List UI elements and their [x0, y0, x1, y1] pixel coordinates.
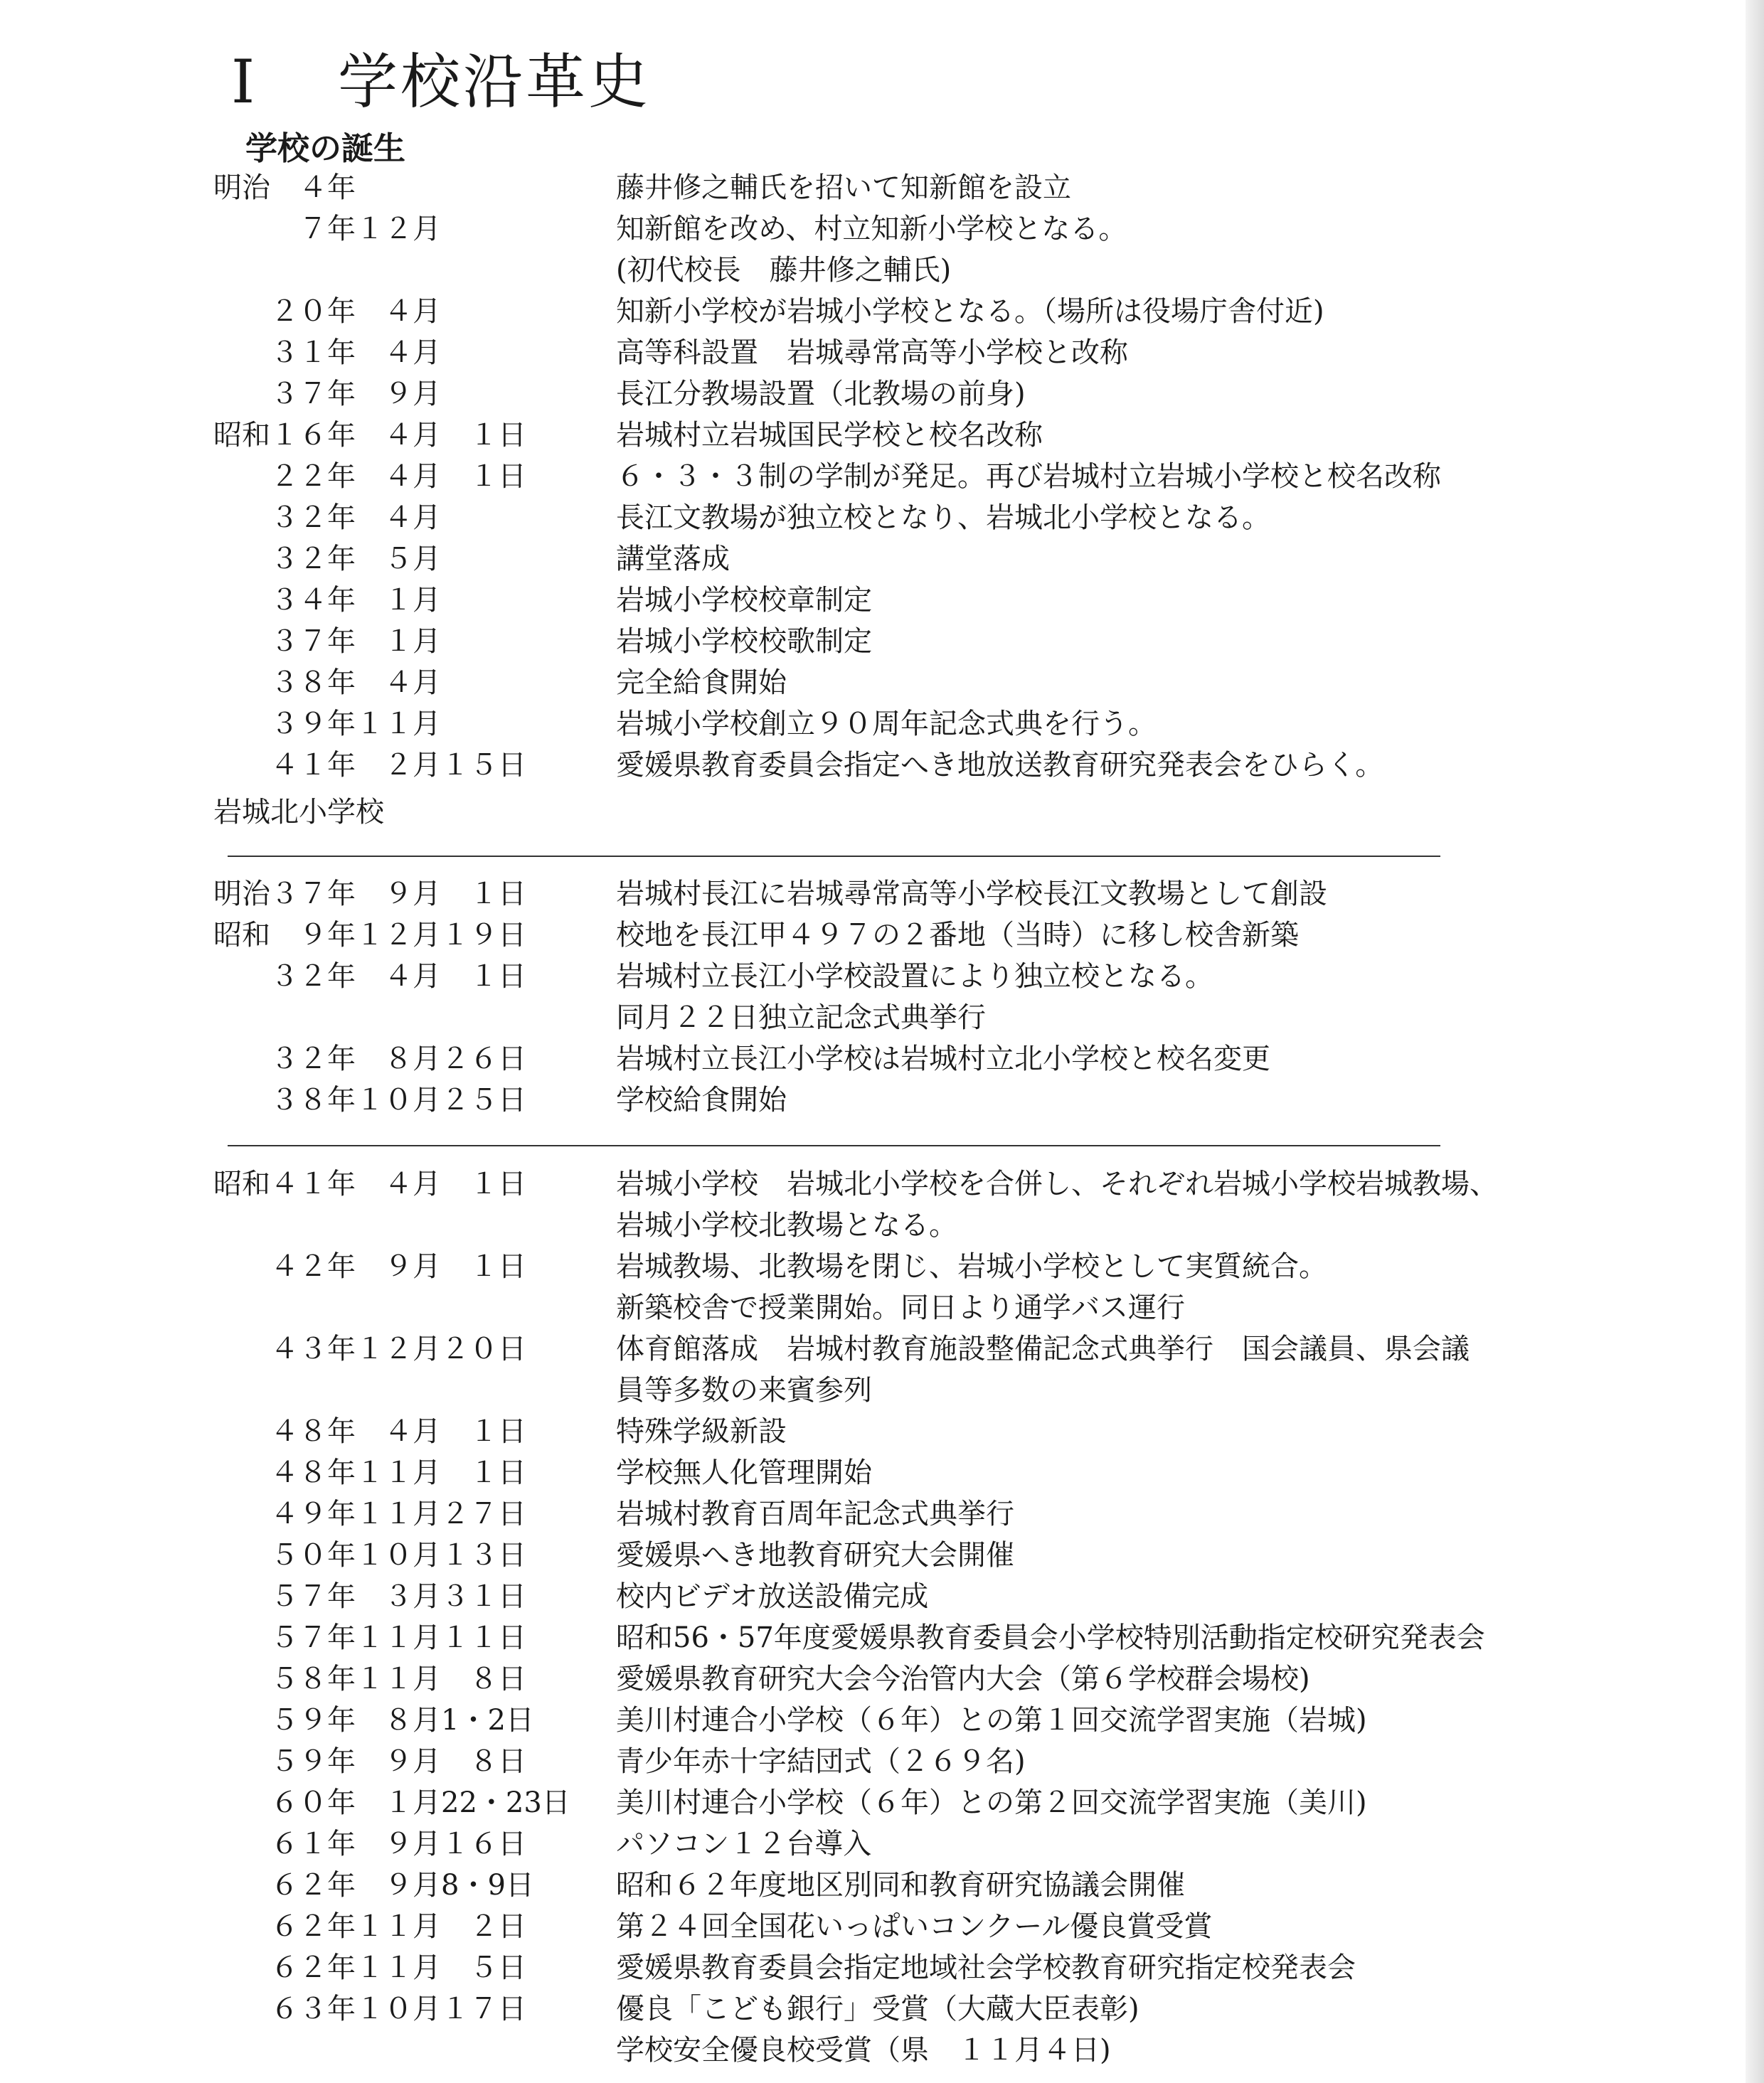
row-date: ６３年１０月１７日	[213, 1993, 526, 2025]
row-date: ３７年 １月	[213, 625, 441, 658]
timeline-row	[0, 1741, 1764, 1782]
timeline-row	[0, 373, 1764, 415]
row-date: ５７年 ３月３１日	[213, 1580, 526, 1613]
row-event: 校地を長江甲４９７の２番地（当時）に移し校舎新築	[616, 919, 1299, 952]
timeline-row	[0, 250, 1764, 291]
row-date: ２２年 ４月 １日	[213, 460, 526, 493]
timeline-row	[0, 456, 1764, 497]
timeline-row	[0, 621, 1764, 662]
row-date: 明治 ４年	[213, 171, 356, 204]
row-date: ４９年１１月２７日	[213, 1498, 526, 1530]
row-event: 長江文教場が独立校となり、岩城北小学校となる。	[616, 501, 1270, 534]
row-event: 岩城小学校校章制定	[616, 584, 872, 617]
row-date: ３２年 ５月	[213, 543, 441, 575]
row-event: 学校無人化管理開始	[616, 1456, 872, 1489]
row-date: ３８年１０月２５日	[213, 1084, 526, 1117]
timeline-row	[0, 1988, 1764, 2030]
timeline-row	[0, 1411, 1764, 1452]
row-event: 美川村連合小学校（６年）との第２回交流学習実施（美川)	[616, 1786, 1367, 1819]
timeline-row	[0, 745, 1764, 786]
row-date: ３２年 ４月	[213, 501, 441, 534]
row-event: 体育館落成 岩城村教育施設整備記念式典挙行 国会議員、県会議	[616, 1333, 1470, 1365]
row-date: ３９年１１月	[213, 708, 441, 740]
row-date: ３２年 ４月 １日	[213, 960, 526, 993]
row-date: ７年１２月	[213, 213, 441, 245]
row-date: ６０年 １月22・23日	[213, 1786, 570, 1819]
row-event: 愛媛県教育委員会指定地域社会学校教育研究指定校発表会	[616, 1951, 1356, 1984]
row-event: 岩城小学校北教場となる。	[616, 1209, 957, 1242]
timeline-row	[0, 1947, 1764, 1988]
chapter-title: 学校沿革史	[338, 47, 652, 117]
row-date: ２０年 ４月	[213, 295, 441, 328]
row-event: (初代校長 藤井修之輔氏)	[616, 254, 952, 287]
row-date: ３４年 １月	[213, 584, 441, 617]
row-date: ４３年１２月２０日	[213, 1333, 526, 1365]
timeline-row	[0, 1163, 1764, 1205]
row-event: 岩城村立長江小学校設置により独立校となる。	[616, 960, 1213, 993]
timeline-row	[0, 1080, 1764, 1121]
timeline-row	[0, 415, 1764, 456]
row-event: 美川村連合小学校（６年）との第１回交流学習実施（岩城)	[616, 1704, 1367, 1737]
row-event: パソコン１２台導入	[616, 1828, 872, 1860]
row-event: 講堂落成	[616, 543, 730, 575]
row-event: 長江分教場設置（北教場の前身)	[616, 378, 1026, 410]
row-date: 昭和 ９年１２月１９日	[213, 919, 526, 952]
row-event: ６・３・３制の学制が発足。再び岩城村立岩城小学校と校名改称	[616, 460, 1441, 493]
timeline-row	[0, 1246, 1764, 1287]
row-date: ６１年 ９月１６日	[213, 1828, 526, 1860]
timeline-row	[0, 538, 1764, 580]
row-date: ３７年 ９月	[213, 378, 441, 410]
row-event: 高等科設置 岩城尋常高等小学校と改称	[616, 336, 1128, 369]
timeline-row	[0, 1865, 1764, 1906]
timeline-row	[0, 997, 1764, 1038]
row-date: ５７年１１月１１日	[213, 1621, 526, 1654]
row-date: ３２年 ８月２６日	[213, 1043, 526, 1075]
timeline-row	[0, 1535, 1764, 1576]
row-event: 員等多数の来賓参列	[616, 1374, 872, 1407]
timeline-row	[0, 1370, 1764, 1411]
timeline-row	[0, 1205, 1764, 1246]
chapter-number: I	[231, 47, 258, 117]
row-date: ６２年１１月 ２日	[213, 1910, 526, 1943]
section-heading-birth: 学校の誕生	[245, 129, 406, 167]
timeline-row	[0, 703, 1764, 745]
row-date: ５８年１１月 ８日	[213, 1663, 526, 1695]
row-event: 愛媛県教育研究大会今治管内大会（第６学校群会場校)	[616, 1663, 1310, 1695]
timeline-row	[0, 662, 1764, 703]
page-title	[231, 34, 651, 120]
timeline-row	[0, 873, 1764, 915]
timeline-row	[0, 1782, 1764, 1823]
timeline-row	[0, 1823, 1764, 1865]
row-event: 藤井修之輔氏を招いて知新館を設立	[616, 171, 1071, 204]
row-event: 完全給食開始	[616, 666, 787, 699]
row-event: 岩城小学校創立９０周年記念式典を行う。	[616, 708, 1157, 740]
row-event: 岩城村立長江小学校は岩城村立北小学校と校名変更	[616, 1043, 1270, 1075]
timeline-row	[0, 332, 1764, 373]
row-date: ３１年 ４月	[213, 336, 441, 369]
divider-1	[228, 856, 1440, 857]
row-event: 愛媛県へき地教育研究大会開催	[616, 1539, 1014, 1572]
row-date: ５９年 ９月 ８日	[213, 1745, 526, 1778]
row-event: 昭和56・57年度愛媛県教育委員会小学校特別活動指定校研究発表会	[616, 1621, 1485, 1654]
row-event: 岩城小学校 岩城北小学校を合併し、それぞれ岩城小学校岩城教場、	[616, 1168, 1498, 1200]
row-date: ５９年 ８月1・2日	[213, 1704, 534, 1737]
row-event: 岩城村長江に岩城尋常高等小学校長江文教場として創設	[616, 878, 1327, 910]
timeline-row	[0, 291, 1764, 332]
section-heading-north-school: 岩城北小学校	[213, 796, 384, 829]
timeline-row	[0, 1038, 1764, 1080]
timeline-row	[0, 915, 1764, 956]
row-date: ４２年 ９月 １日	[213, 1250, 526, 1283]
row-event: 校内ビデオ放送設備完成	[616, 1580, 929, 1613]
row-date: ６２年１１月 ５日	[213, 1951, 526, 1984]
timeline-row	[0, 497, 1764, 538]
timeline-row	[0, 1493, 1764, 1535]
timeline-row	[0, 1328, 1764, 1370]
timeline-row	[0, 208, 1764, 250]
row-date: ４１年 ２月１５日	[213, 749, 526, 782]
timeline-row	[0, 1906, 1764, 1947]
row-event: 新築校舎で授業開始。同日より通学バス運行	[616, 1291, 1185, 1324]
timeline-row	[0, 956, 1764, 997]
row-event: 優良「こども銀行」受賞（大蔵大臣表彰)	[616, 1993, 1139, 2025]
row-date: 昭和１６年 ４月 １日	[213, 419, 526, 452]
row-event: 昭和６２年度地区別同和教育研究協議会開催	[616, 1869, 1185, 1902]
timeline-row	[0, 1576, 1764, 1617]
row-event: 学校安全優良校受賞（県 １１月４日)	[616, 2034, 1111, 2067]
row-event: 知新館を改め、村立知新小学校となる。	[616, 213, 1127, 245]
row-date: ４８年１１月 １日	[213, 1456, 526, 1489]
row-event: 岩城教場、北教場を閉じ、岩城小学校として実質統合。	[616, 1250, 1327, 1283]
row-event: 同月２２日独立記念式典挙行	[616, 1001, 986, 1034]
row-event: 特殊学級新設	[616, 1415, 787, 1448]
row-event: 岩城小学校校歌制定	[616, 625, 872, 658]
timeline-row	[0, 1700, 1764, 1741]
timeline-row	[0, 1658, 1764, 1700]
row-event: 岩城村教育百周年記念式典挙行	[616, 1498, 1014, 1530]
row-date: 昭和４１年 ４月 １日	[213, 1168, 526, 1200]
timeline-row	[0, 167, 1764, 208]
row-event: 知新小学校が岩城小学校となる。（場所は役場庁舎付近)	[616, 295, 1324, 328]
row-event: 愛媛県教育委員会指定へき地放送教育研究発表会をひらく。	[616, 749, 1384, 782]
divider-2	[228, 1145, 1440, 1146]
timeline-row	[0, 580, 1764, 621]
row-event: 青少年赤十字結団式（２６９名)	[616, 1745, 1026, 1778]
row-date: ５０年１０月１３日	[213, 1539, 526, 1572]
row-event: 第２４回全国花いっぱいコンクール優良賞受賞	[616, 1910, 1213, 1943]
row-date: 明治３７年 ９月 １日	[213, 878, 526, 910]
row-event: 学校給食開始	[616, 1084, 787, 1117]
timeline-row	[0, 1617, 1764, 1658]
timeline-row	[0, 2030, 1764, 2071]
row-date: ３８年 ４月	[213, 666, 441, 699]
row-event: 岩城村立岩城国民学校と校名改称	[616, 419, 1043, 452]
row-date: ４８年 ４月 １日	[213, 1415, 526, 1448]
timeline-row	[0, 1452, 1764, 1493]
row-date: ６２年 ９月8・9日	[213, 1869, 534, 1902]
timeline-row	[0, 1287, 1764, 1328]
